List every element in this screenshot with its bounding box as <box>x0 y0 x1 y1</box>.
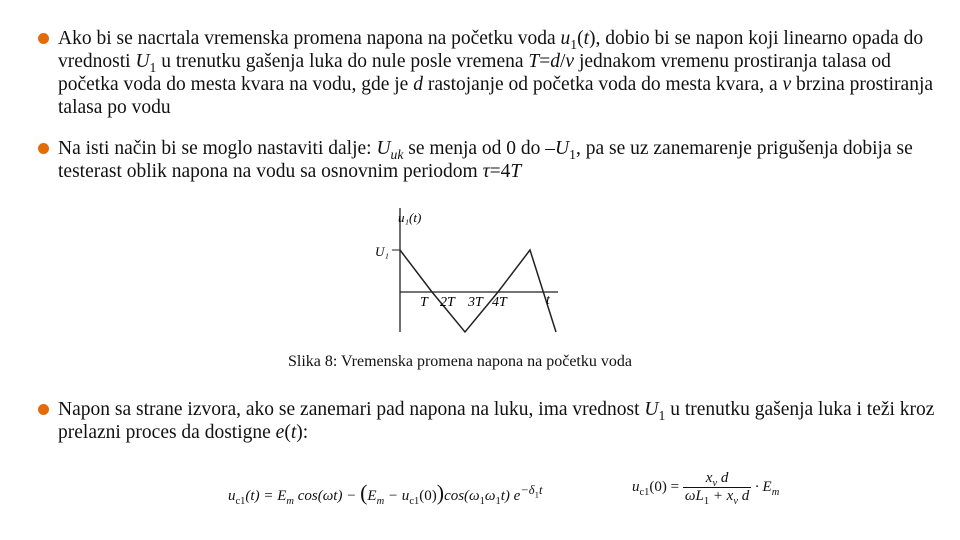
bullet-dot <box>38 404 49 415</box>
tick-label: T <box>420 295 428 310</box>
bullet-1-text: Ako bi se nacrtala vremenska promena napona na početku voda $u_1(t)$, dobio bi se napon koji linearno opada do vrednosti $U_1$ u trenutku gašenja luka do nule posle vremena T=d/v jednakom vremenu prostiranja talasa od početka voda do mesta kvara na vodu, gde je d rastojanje od početka voda do mesta kvara, a v brzina prostiranja talasa po vodu <box>58 28 934 118</box>
bullet-2-text: Na isti način bi se moglo nastaviti dalje: $U_{uk}$ se menja od 0 do $-U_1$, pa se uz zanemarenje prigušenja dobija se testerast oblik napona na vodu sa osnovnim periodom τ=4T <box>58 138 913 182</box>
tick-label: 3T <box>468 295 483 310</box>
figure-caption: Slika 8: Vremenska promena napona na početku voda <box>288 353 632 370</box>
bullet-dot <box>38 143 49 154</box>
voltage-waveform-figure <box>370 200 570 340</box>
u1-level-label: U₁ <box>375 244 389 259</box>
x-axis-label: t <box>546 293 550 308</box>
y-axis-label: u₁(t) <box>398 210 422 225</box>
sawtooth-waveform <box>400 250 556 332</box>
fraction: $\frac{x_v d}{\omega L_1 + x_v d}$ <box>684 470 750 507</box>
bullet-3 <box>38 398 938 444</box>
tick-label: 4T <box>492 295 507 310</box>
bullet-1 <box>38 27 938 119</box>
bullet-2 <box>38 137 938 183</box>
bullet-3-text: Napon sa strane izvora, ako se zanemari pad napona na luku, ima vrednost $U_1$ u trenutku gašenja luka i teži kroz prelazni proces da dostigne e(t): <box>58 399 935 443</box>
formula-uc1-0: $u_{c1}(0)$ = $\frac{x_v d}{\omega L_1 + x_v d}$ · $E_m$ <box>632 470 780 507</box>
bullet-dot <box>38 33 49 44</box>
formula-uc1-t: $u_{c1}(t) = E_m$ $\cos(\omega t) - (E_m - u_{c1}(0))\cos(\omega_1\omega_1t)$ $e^{-\delta_1t}$ <box>228 480 543 507</box>
tick-label: 2T <box>440 295 455 310</box>
